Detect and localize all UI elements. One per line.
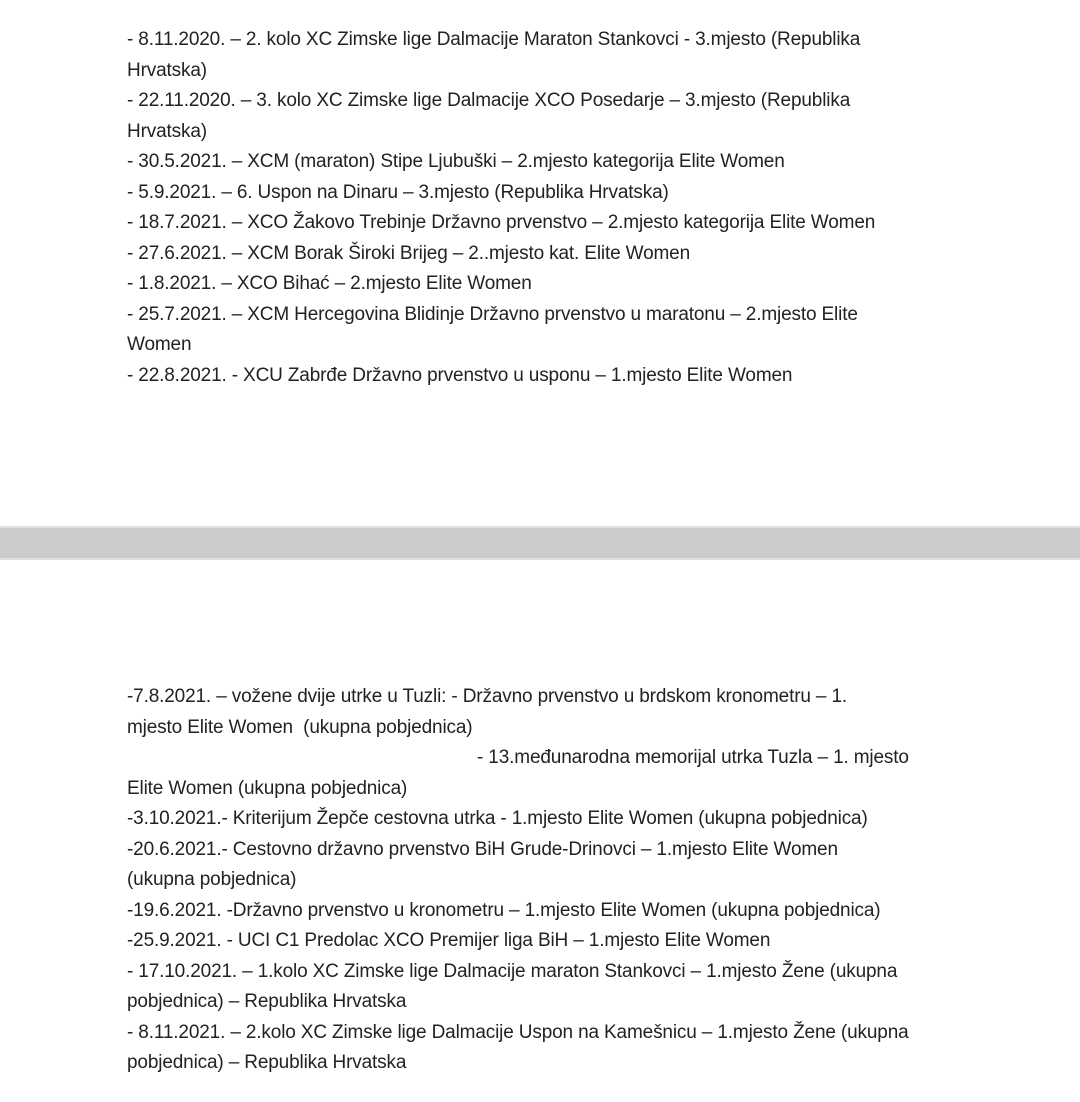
result-line: - 22.11.2020. – 3. kolo XC Zimske lige Dalmacije XCO Posedarje – 3.mjesto (Republika bbox=[127, 90, 851, 111]
document-page-1 bbox=[127, 25, 1080, 391]
result-line-continuation: Women bbox=[127, 334, 192, 355]
result-line: - 8.11.2020. – 2. kolo XC Zimske lige Dalmacije Maraton Stankovci - 3.mjesto (Republika bbox=[127, 29, 861, 50]
result-line: - 27.6.2021. – XCM Borak Široki Brijeg – 2..mjesto kat. Elite Women bbox=[127, 242, 691, 264]
result-line: - 25.7.2021. – XCM Hercegovina Blidinje Državno prvenstvo u maratonu – 2.mjesto Elite bbox=[127, 303, 858, 325]
result-line: - 17.10.2021. – 1.kolo XC Zimske lige Dalmacije maraton Stankovci – 1.mjesto Žene (ukupna bbox=[127, 960, 898, 982]
result-line: - 8.11.2021. – 2.kolo XC Zimske lige Dalmacije Uspon na Kamešnicu – 1.mjesto Žene (ukupna bbox=[127, 1021, 909, 1043]
result-line: -3.10.2021.- Kriterijum Žepče cestovna utrka - 1.mjesto Elite Women (ukupna pobjednica) bbox=[127, 808, 868, 829]
result-line: -19.6.2021. -Državno prvenstvo u kronometru – 1.mjesto Elite Women (ukupna pobjednica) bbox=[127, 899, 881, 921]
result-line-continuation: Elite Women (ukupna pobjednica) bbox=[127, 777, 408, 799]
result-line-continuation: pobjednica) – Republika Hrvatska bbox=[127, 991, 407, 1012]
result-line: -7.8.2021. – vožene dvije utrke u Tuzli: - Državno prvenstvo u brdskom kronometru – 1. bbox=[127, 686, 848, 707]
result-line-indented: - 13.međunarodna memorijal utrka Tuzla – 1. mjesto bbox=[477, 747, 909, 768]
result-line: - 30.5.2021. – XCM (maraton) Stipe Ljubuški – 2.mjesto kategorija Elite Women bbox=[127, 151, 785, 172]
result-line: - 22.8.2021. - XCU Zabrđe Državno prvenstvo u usponu – 1.mjesto Elite Women bbox=[127, 364, 793, 386]
result-line: -20.6.2021.- Cestovno državno prvenstvo BiH Grude-Drinovci – 1.mjesto Elite Women bbox=[127, 838, 838, 860]
result-line-continuation: mjesto Elite Women (ukupna pobjednica) bbox=[127, 716, 473, 738]
result-line-continuation: pobjednica) – Republika Hrvatska bbox=[127, 1052, 407, 1073]
result-line-continuation: (ukupna pobjednica) bbox=[127, 869, 297, 890]
result-line: - 18.7.2021. – XCO Žakovo Trebinje Državno prvenstvo – 2.mjesto kategorija Elite Women bbox=[127, 212, 876, 233]
result-line: -25.9.2021. - UCI C1 Predolac XCO Premijer liga BiH – 1.mjesto Elite Women bbox=[127, 930, 771, 951]
result-line: - 5.9.2021. – 6. Uspon na Dinaru – 3.mjesto (Republika Hrvatska) bbox=[127, 181, 669, 203]
result-line: - 1.8.2021. – XCO Bihać – 2.mjesto Elite Women bbox=[127, 273, 532, 294]
result-line-continuation: Hrvatska) bbox=[127, 120, 207, 142]
page-break-band bbox=[0, 526, 1080, 560]
result-line-continuation: Hrvatska) bbox=[127, 59, 207, 81]
document-page-2 bbox=[127, 682, 1080, 1079]
